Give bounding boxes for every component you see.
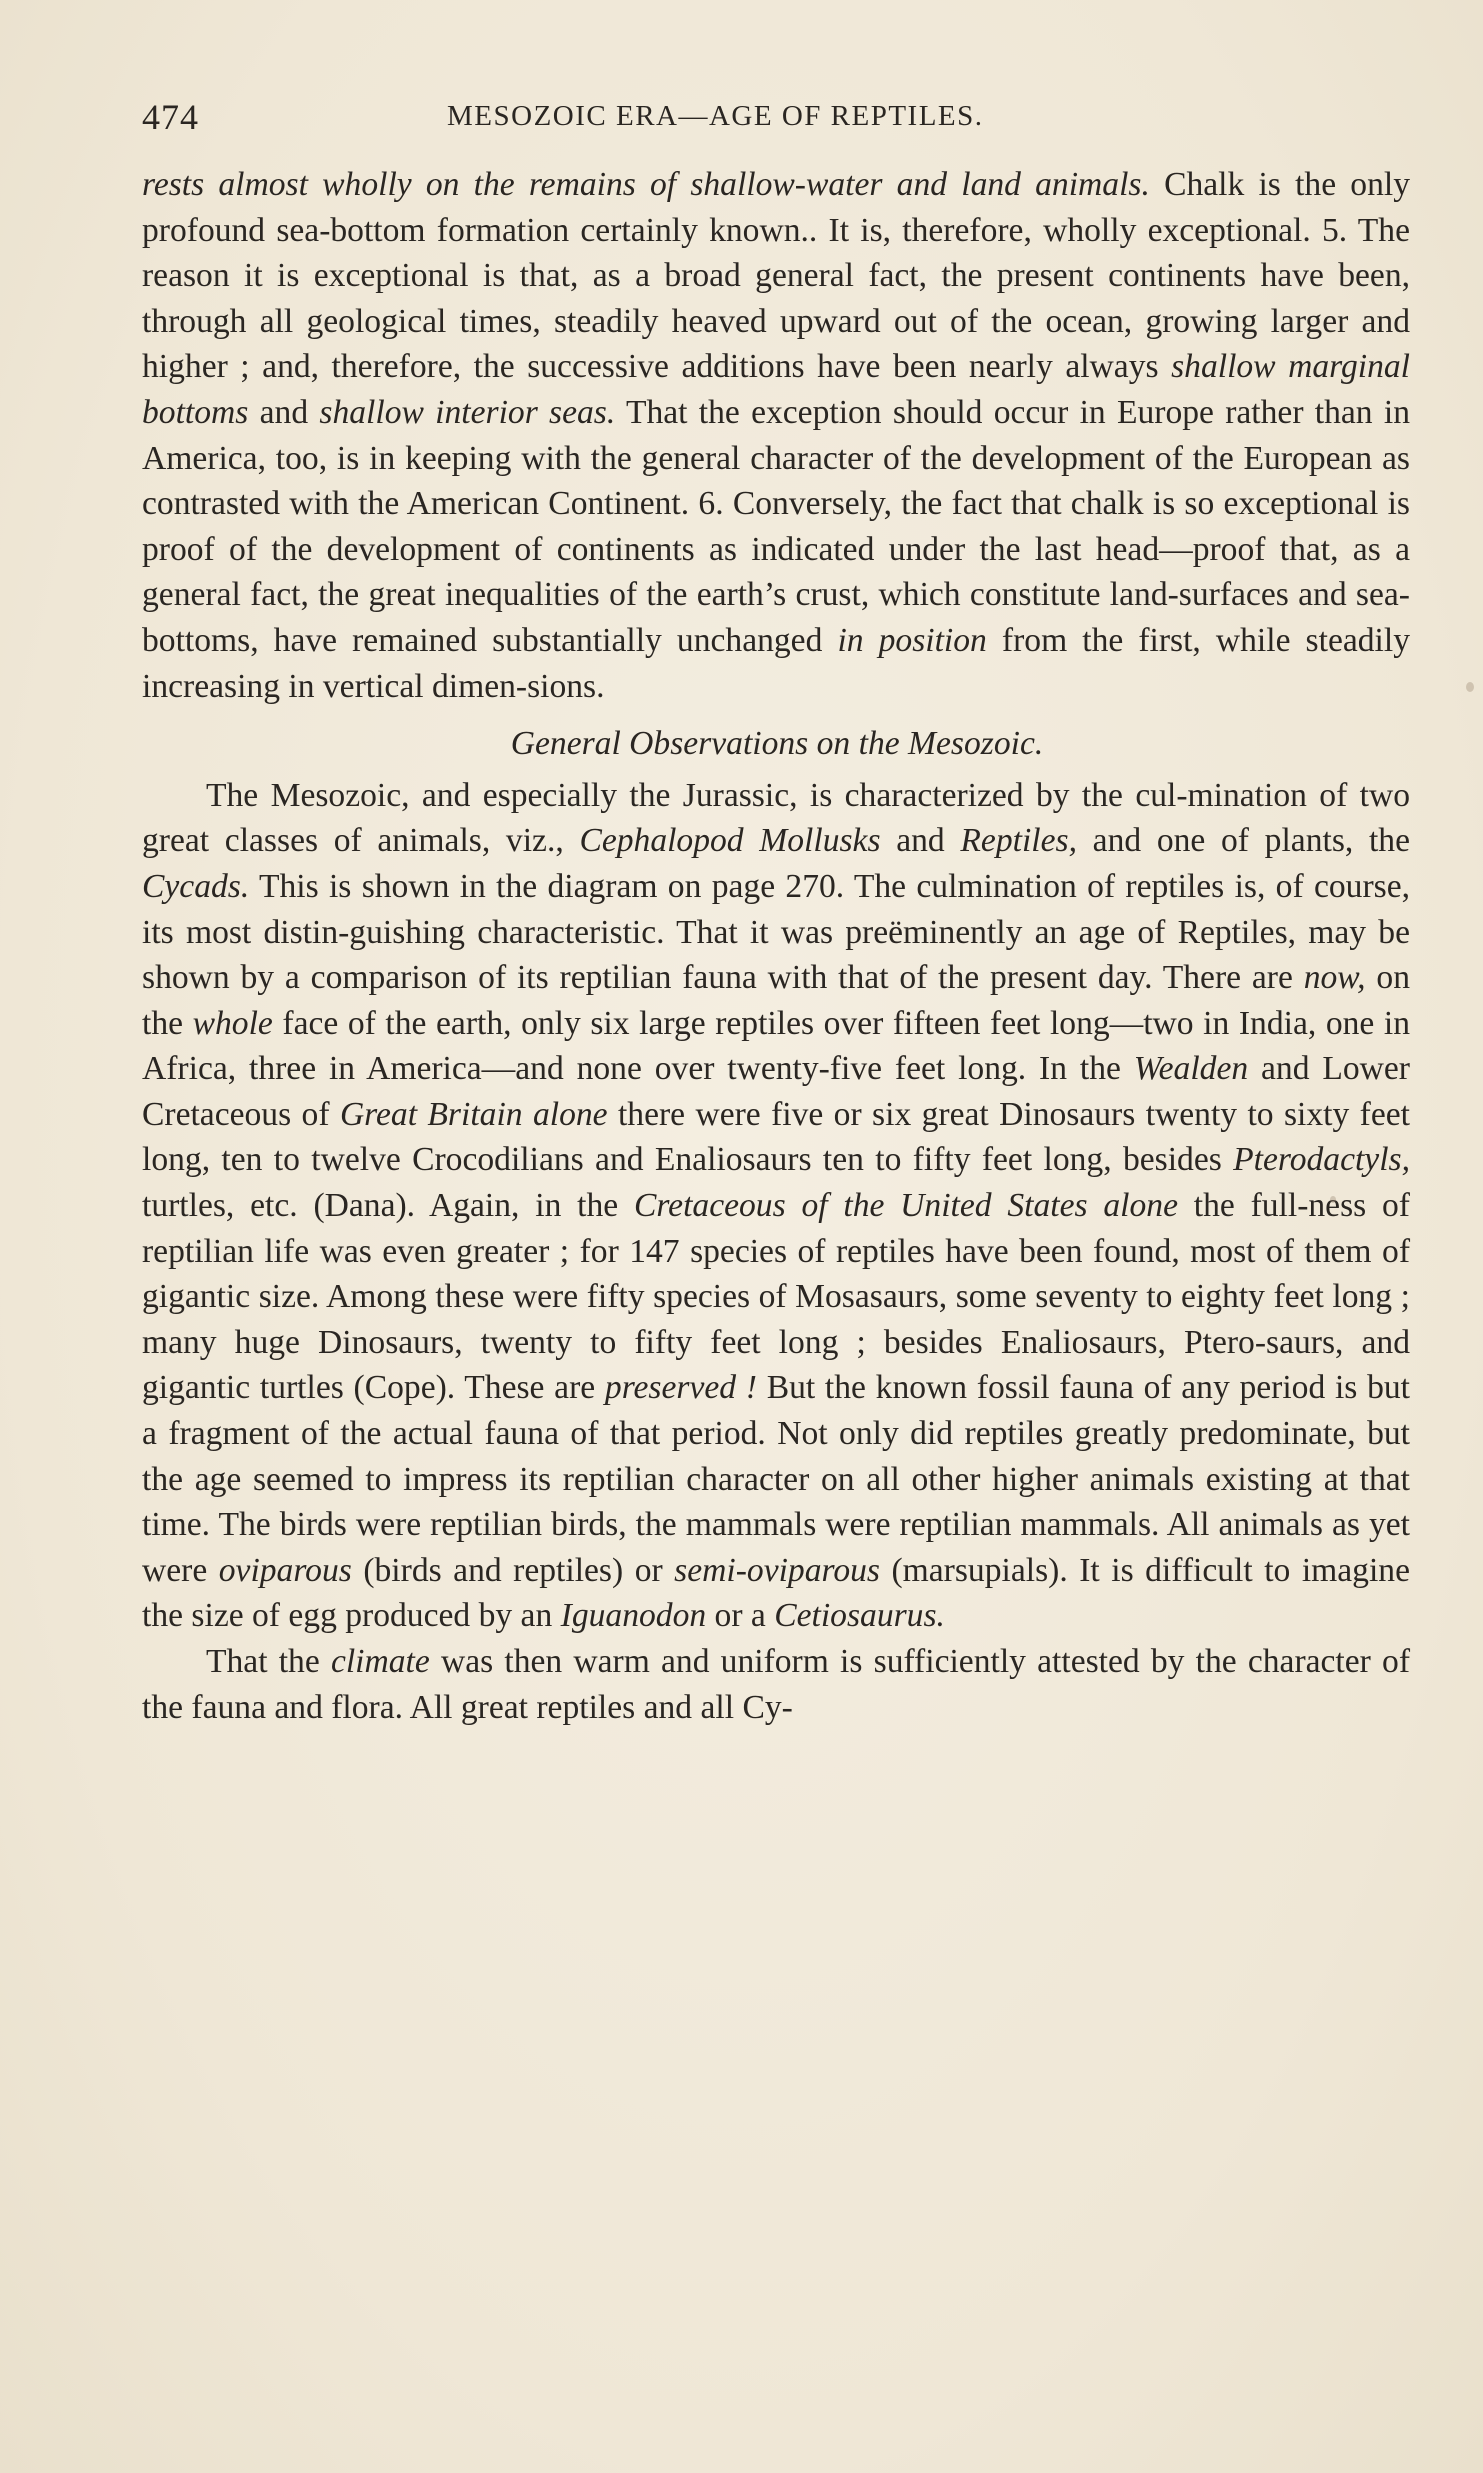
text-run: there were five or six great Dinosaurs twenty to sixty feet long, ten to twelve Crocodilians and Enaliosaurs ten to fifty feet long, besides bbox=[142, 1095, 1410, 1179]
italic-run: Cetiosaurus. bbox=[774, 1597, 945, 1635]
italic-run: whole bbox=[192, 1004, 273, 1042]
text-run: the full-ness of reptilian life was even greater ; for 147 species of reptiles have been found, most of them of gigantic size. Among these were fifty species of Mosasaurs, some seventy to eighty feet long ; many huge Dinosaurs, twenty to fifty feet long ; besides Enaliosaurs, Ptero-saurs, and gigantic turtles (Cope). These are bbox=[142, 1187, 1410, 1407]
italic-run: oviparous bbox=[218, 1551, 352, 1589]
italic-run: Pterodactyls, bbox=[1233, 1141, 1410, 1179]
italic-run: semi-oviparous bbox=[674, 1551, 880, 1589]
page-blemish bbox=[1466, 682, 1474, 692]
text-run: But the known fossil fauna of any period is but a fragment of the actual fauna of that period. Not only did reptiles greatly predominate, but the age seemed to impress its reptilian character on all other higher animals existing at that time. The birds were reptilian birds, the mammals were reptilian mammals. All animals as yet were bbox=[142, 1369, 1410, 1589]
text-run: face of the earth, only six large reptiles over fifteen feet long—two in India, one in Africa, three in America—and none over twenty-five feet long. In the bbox=[142, 1004, 1410, 1088]
text-run: That the exception should occur in Europe rather than in America, too, is in keeping with the general character of the development of the European as contrasted with the American Continent. 6. Conversely, the fact that chalk is so exceptional is proof of the development of continents as indicated under the last head—proof that, as a general fact, the great inequalities of the earth’s crust, which constitute land-surfaces and sea-bottoms, have remained substantially unchanged bbox=[142, 393, 1410, 659]
italic-run: Cycads. bbox=[142, 867, 250, 905]
italic-run: now, bbox=[1303, 959, 1366, 997]
body-text bbox=[142, 162, 1410, 1730]
italic-run: preserved ! bbox=[604, 1369, 757, 1407]
italic-run: shallow marginal bottoms bbox=[142, 348, 1410, 431]
paragraph-3 bbox=[142, 1639, 1410, 1730]
text-run: turtles, etc. (Dana). Again, in the bbox=[142, 1187, 634, 1225]
text-run: and one of plants, the bbox=[1076, 822, 1410, 860]
italic-run: rests almost wholly on the remains of shallow-water and land animals. bbox=[142, 166, 1150, 203]
italic-run: Cephalopod Mollusks bbox=[579, 822, 881, 860]
italic-run: Cretaceous of the United States alone bbox=[633, 1187, 1178, 1225]
italic-run: Wealden bbox=[1133, 1050, 1249, 1088]
running-title: MESOZOIC ERA—AGE OF REPTILES. bbox=[447, 100, 984, 132]
text-run: Chalk is the only profound sea-bottom formation certainly known.. It is, therefore, wholly exceptional. 5. The reason it is exceptional is that, as a broad general fact, the present continents have been, through all geological times, steadily heaved upward out of the ocean, growing larger and higher ; and, therefore, the successive additions have been nearly always bbox=[142, 166, 1410, 386]
text-run: That the bbox=[206, 1643, 331, 1680]
section-heading: General Observations on the Mesozoic. bbox=[510, 725, 1044, 763]
text-run: and Lower Cretaceous of bbox=[142, 1050, 1410, 1133]
paragraph-1 bbox=[142, 162, 1410, 709]
text-run: This is shown in the diagram on page 270. The culmination of reptiles is, of course, its most distin-guishing characteristic. That it was preëminently an age of Reptiles, may be shown by a comparison of its reptilian fauna with that of the present day. There are bbox=[142, 867, 1410, 997]
running-head bbox=[142, 96, 1392, 140]
text-run: was then warm and uniform is sufficiently attested by the character of the fauna and flora. All great reptiles and all Cy- bbox=[142, 1643, 1411, 1726]
text-run: and bbox=[248, 393, 320, 431]
italic-run: Great Britain alone bbox=[339, 1095, 608, 1133]
page-blemish bbox=[1330, 1196, 1336, 1203]
italic-run: Iguanodon bbox=[560, 1597, 707, 1635]
text-run: from the first, while steadily increasing in vertical dimen-sions. bbox=[142, 621, 1410, 705]
italic-run: in position bbox=[837, 621, 987, 659]
text-run: and bbox=[880, 822, 961, 860]
text-run: (marsupials). It is difficult to imagine the size of egg produced by an bbox=[142, 1551, 1410, 1635]
italic-run: shallow interior seas. bbox=[319, 393, 616, 431]
italic-run: Reptiles, bbox=[960, 822, 1077, 860]
text-run: The Mesozoic, and especially the Jurassic, is characterized by the cul-mination of two great classes of animals, viz., bbox=[142, 776, 1410, 860]
text-run: on the bbox=[142, 959, 1410, 1042]
paragraph-2 bbox=[142, 773, 1410, 1639]
text-run: or a bbox=[706, 1597, 775, 1635]
text-run: (birds and reptiles) or bbox=[351, 1551, 675, 1589]
page-number: 474 bbox=[142, 97, 199, 137]
italic-run: climate bbox=[330, 1643, 430, 1680]
